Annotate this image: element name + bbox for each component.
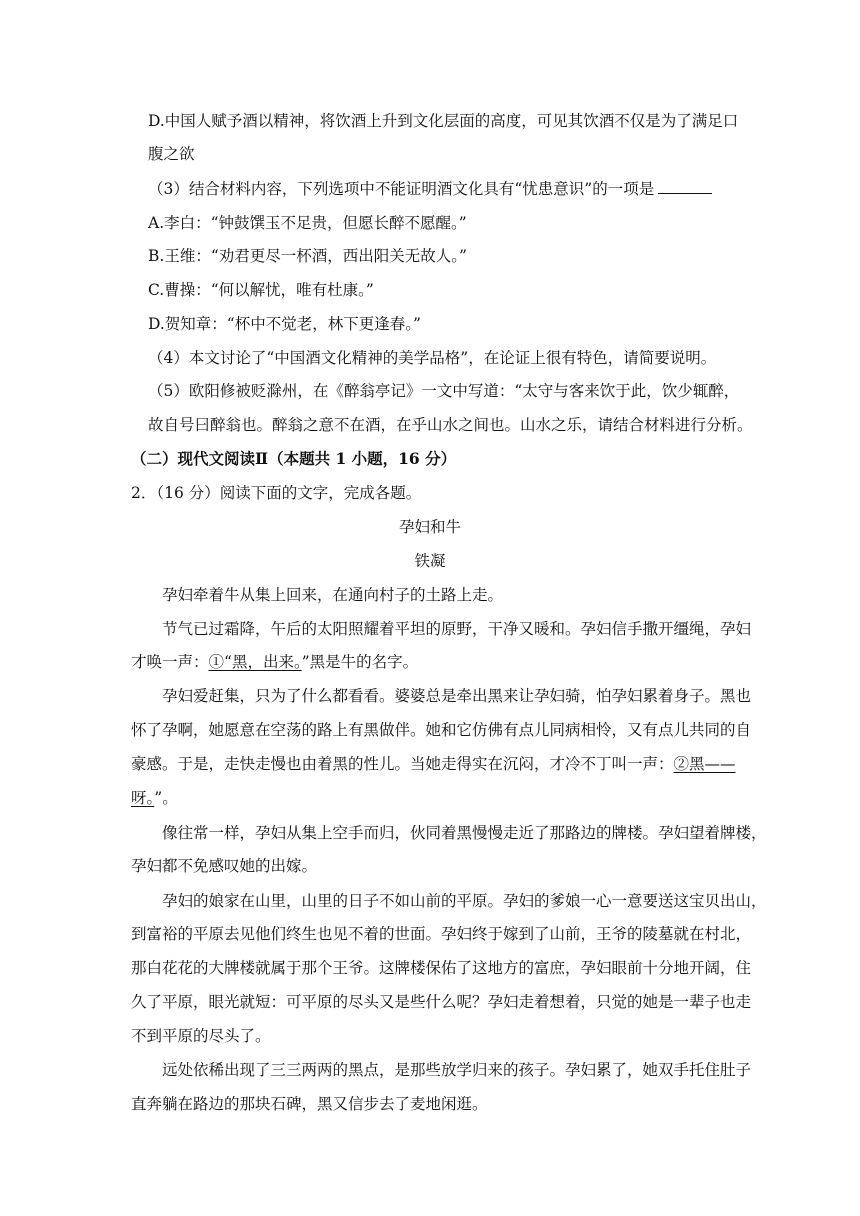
story-paragraph-5-line-4: 久了平原，眼光就短：可平原的尽头又是些什么呢？孕妇走着想着，只觉的她是一辈子也走 [131,993,752,1011]
underlined-sentence-2-part-1: ②黑—— [673,755,736,773]
story-paragraph-3-line-3 [131,753,736,775]
option-d-line-1: D.中国人赋予酒以精神，将饮酒上升到文化层面的高度，可见其饮酒不仅是为了满足口 [148,112,739,130]
story-paragraph-5-line-3: 那白花花的大牌楼就属于那个王爷。这牌楼保佑了这地方的富庶，孕妇眼前十分地开阔，住 [131,959,752,977]
story-paragraph-3-line-4 [131,787,178,809]
story-title: 孕妇和牛 [398,518,461,536]
story-paragraph-3-line-1: 孕妇爱赶集，只为了什么都看看。婆婆总是牵出黑来让孕妇骑，怕孕妇累着身子。黑也 [162,687,752,705]
question-3-text: （3）结合材料内容，下列选项中不能证明酒文化具有“忧患意识”的一项是 [148,180,655,198]
story-paragraph-6-line-1: 远处依稀出现了三三两两的黑点，是那些放学归来的孩子。孕妇累了，她双手托住肚子 [162,1061,752,1079]
story-paragraph-6-line-2: 直奔躺在路边的那块石碑，黑又信步去了麦地闲逛。 [131,1095,488,1113]
story-paragraph-5-line-5: 不到平原的尽头了。 [131,1027,271,1045]
question-5-line-1: （5）欧阳修被贬滁州，在《醉翁亭记》一文中写道：“太守与客来饮于此，饮少辄醉， [148,382,740,400]
story-paragraph-5-line-2: 到富裕的平原去见他们终生也见不着的世面。孕妇终于嫁到了山前，王爷的陵墓就在村北， [131,925,752,943]
q3-option-c: C.曹操：“何以解忧，唯有杜康。” [148,281,374,299]
answer-blank [658,181,712,194]
story-paragraph-2-line-1: 节气已过霜降，午后的太阳照耀着平坦的原野，干净又暖和。孕妇信手撒开缰绳，孕妇 [162,620,752,638]
q3-option-d: D.贺知章：“杯中不觉老，林下更逢春。” [148,315,421,333]
story-paragraph-1: 孕妇牵着牛从集上回来，在通向村子的土路上走。 [162,586,504,604]
story-author: 铁凝 [414,552,446,570]
question-4: （4）本文讨论了“中国酒文化精神的美学品格”，在论证上很有特色，请简要说明。 [148,349,717,367]
question-3 [148,178,712,200]
p3-text-after: ”。 [154,789,178,807]
story-paragraph-4-line-1: 像往常一样，孕妇从集上空手而归，伙同着黑慢慢走近了那路边的牌楼。孕妇望着牌楼， [162,824,767,842]
option-d-line-2: 腹之欲 [148,145,195,163]
section-heading: （二）现代文阅读Ⅱ（本题共 1 小题，16 分） [131,449,457,468]
question-5-line-2: 故自号曰醉翁也。醉翁之意不在酒，在乎山水之间也。山水之乐，请结合材料进行分析。 [148,416,753,434]
story-paragraph-2-line-2 [131,651,418,673]
question-2-intro: 2．（16 分）阅读下面的文字，完成各题。 [131,484,422,502]
underlined-sentence-1: ①“黑，出来。 [208,653,302,671]
story-paragraph-4-line-2: 孕妇都不免感叹她的出嫁。 [131,857,318,875]
story-paragraph-5-line-1: 孕妇的娘家在山里，山里的日子不如山前的平原。孕妇的爹娘一心一意要送这宝贝出山， [162,892,767,910]
q3-option-b: B.王维：“劝君更尽一杯酒，西出阳关无故人。” [148,247,467,265]
p2-text-before: 才唤一声： [131,653,209,671]
q3-option-a: A.李白：“钟鼓馔玉不足贵，但愿长醉不愿醒。” [148,214,467,232]
p2-text-after: ”黑是牛的名字。 [301,653,419,671]
p3-text-before: 豪感。于是，走快走慢也由着黑的性儿。当她走得实在沉闷，才冷不丁叫一声： [131,755,674,773]
story-paragraph-3-line-2: 怀了孕啊，她愿意在空荡的路上有黑做伴。她和它仿佛有点儿同病相怜，又有点儿共同的自 [131,721,752,739]
underlined-sentence-2-part-2: 呀。 [131,789,155,807]
